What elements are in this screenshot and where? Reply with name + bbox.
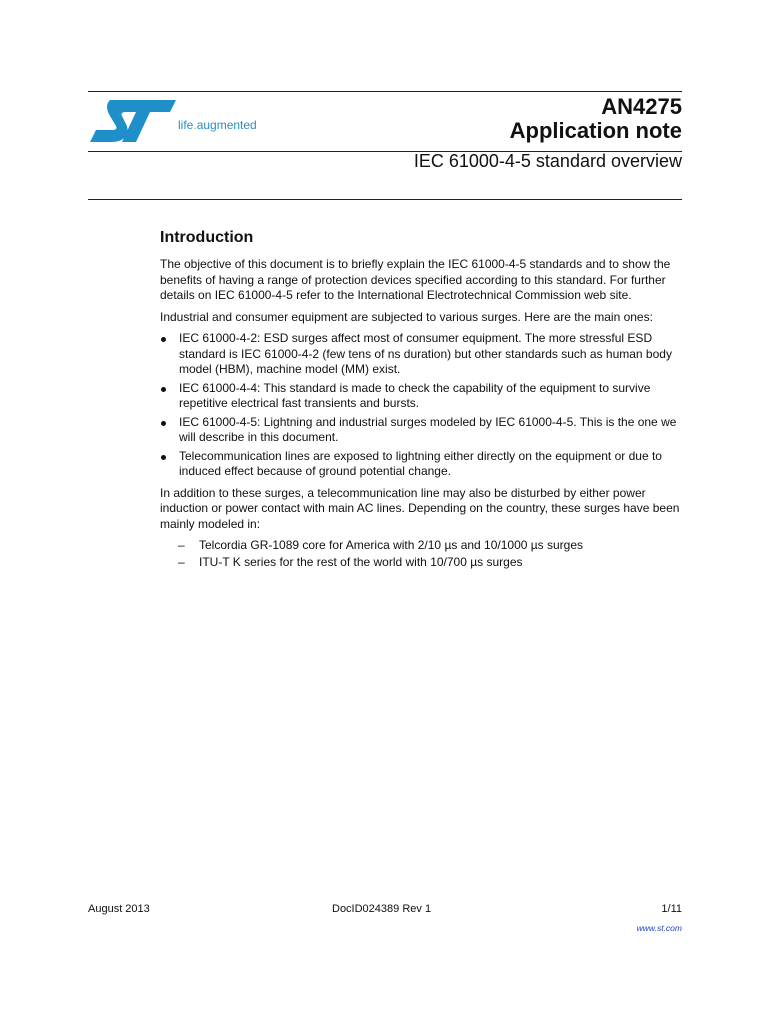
list-item <box>160 449 685 480</box>
list-item-text: ITU-T K series for the rest of the world with 10/700 µs surges <box>199 554 523 569</box>
list-item-text: Telcordia GR-1089 core for America with 2/10 µs and 10/1000 µs surges <box>199 538 584 552</box>
document-number: AN4275 <box>601 94 682 119</box>
bullet-icon <box>161 421 166 426</box>
bullet-icon <box>161 455 166 460</box>
tagline-prefix: life <box>178 118 194 132</box>
header-bottom-rule <box>88 199 682 200</box>
footer-website-link[interactable]: www.st.com <box>636 923 682 933</box>
footer-date: August 2013 <box>88 903 150 915</box>
intro-paragraph-1: The objective of this document is to briefly explain the IEC 61000-4-5 standards and to show the benefits of having a range of protection devices specified according to this standard. For further details on IEC 61000-4-5 refer to the International Electrotechnical Commission web site. <box>160 257 671 302</box>
tagline-suffix: augmented <box>196 118 257 132</box>
st-logo <box>90 98 290 146</box>
footer-page-number: 1/11 <box>661 903 682 915</box>
standards-dash-list <box>160 538 685 570</box>
list-item <box>178 538 685 554</box>
list-item-text: IEC 61000-4-4: This standard is made to check the capability of the equipment to survive repetitive electrical fast transients and bursts. <box>179 380 651 410</box>
list-item <box>160 331 685 378</box>
surge-bullet-list <box>160 331 685 480</box>
intro-paragraph-3: In addition to these surges, a telecommunication line may also be disturbed by either power induction or power contact with main AC lines. Depending on the country, these surges have been mainly modeled in: <box>160 485 680 531</box>
list-item <box>160 415 685 446</box>
list-item-text: IEC 61000-4-5: Lightning and industrial surges modeled by IEC 61000-4-5. This is the one we will describe in this document. <box>179 414 677 444</box>
bullet-icon <box>161 337 166 342</box>
logo-tagline <box>178 118 257 132</box>
list-item <box>160 381 685 412</box>
dash-icon: – <box>178 554 185 569</box>
list-item-text: Telecommunication lines are exposed to lightning either directly on the equipment or due to induced effect because of ground potential change. <box>179 448 662 478</box>
intro-paragraph-2: Industrial and consumer equipment are subjected to various surges. Here are the main ones: <box>160 309 653 324</box>
st-logo-icon <box>90 98 176 144</box>
tagline-dot: . <box>193 118 197 132</box>
list-item-text: IEC 61000-4-2: ESD surges affect most of consumer equipment. The more stressful ESD standard is IEC 61000-4-2 (few tens of ns duration) but other standards such as human body model (HBM), machine model (MM) exist. <box>179 331 672 376</box>
document-subtitle: IEC 61000-4-5 standard overview <box>413 151 682 171</box>
dash-icon: – <box>178 538 185 552</box>
bullet-icon <box>161 387 166 392</box>
footer-doc-id: DocID024389 Rev 1 <box>332 903 432 915</box>
document-type: Application note <box>509 118 682 143</box>
document-body <box>160 228 685 571</box>
header-top-rule <box>88 91 682 92</box>
section-heading: Introduction <box>160 229 254 246</box>
list-item <box>178 555 685 571</box>
